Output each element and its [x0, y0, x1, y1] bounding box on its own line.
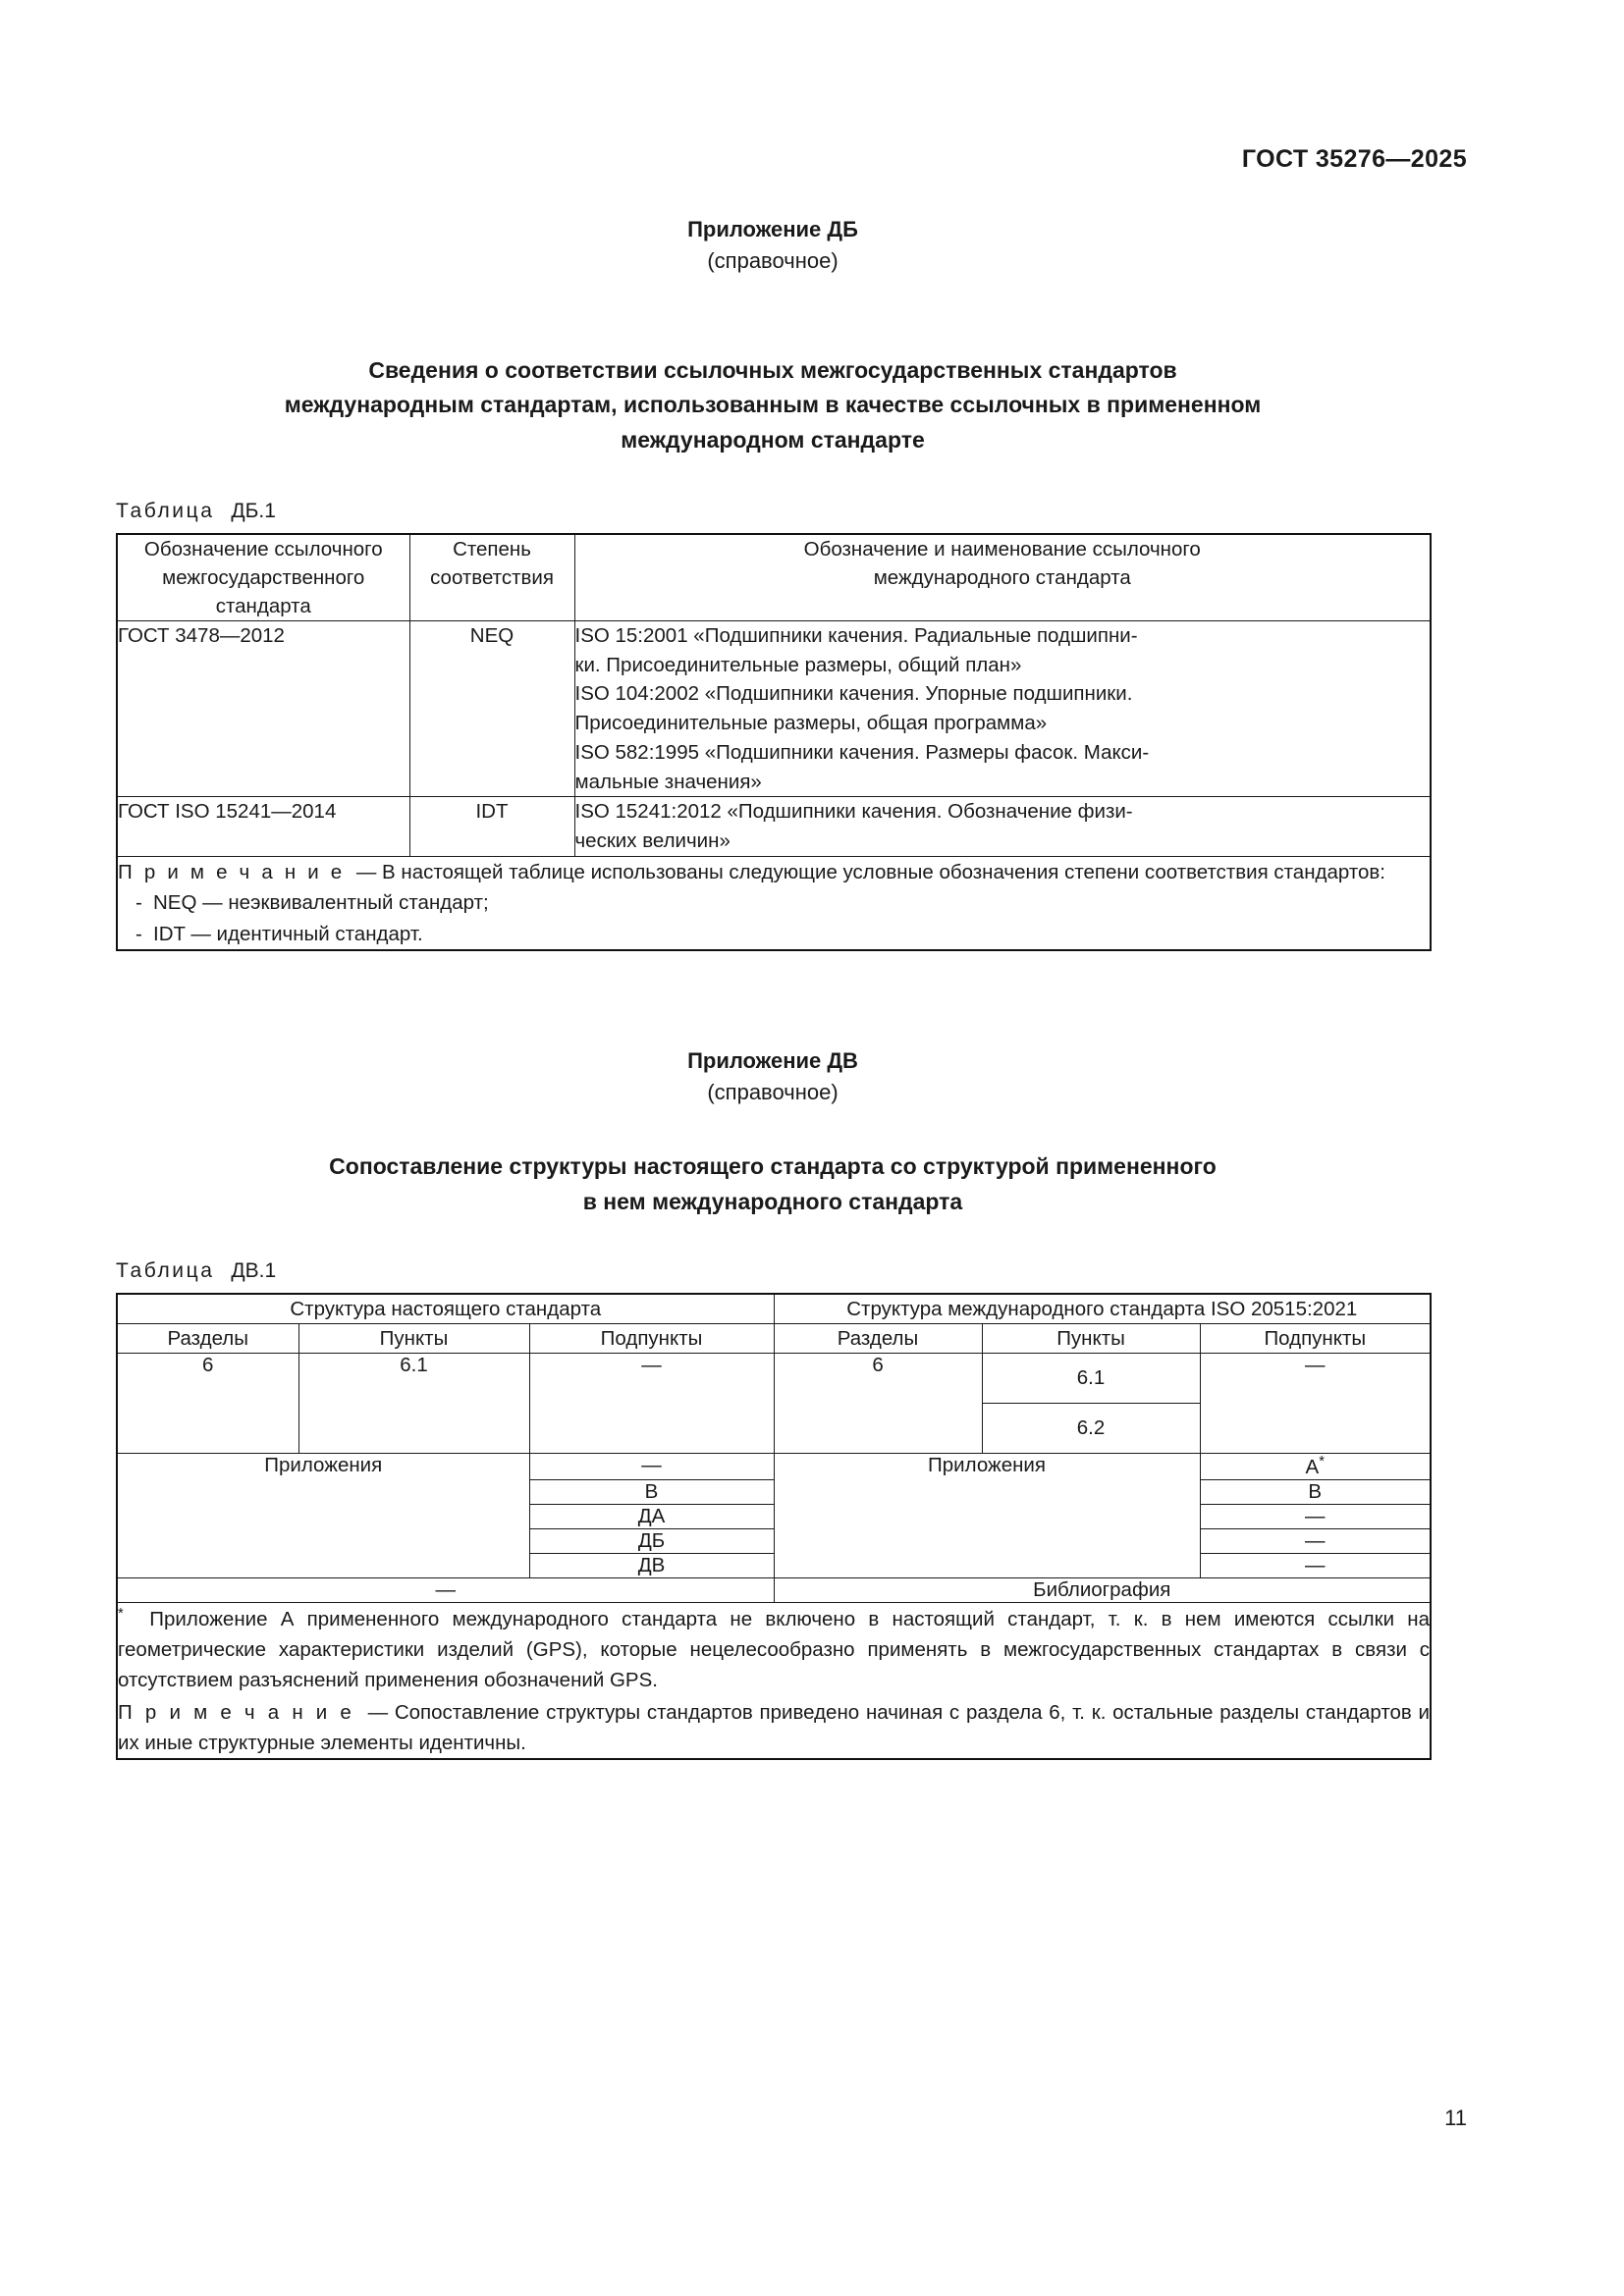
- intl-line: ки. Присоединительные размеры, общий план»: [574, 653, 1022, 676]
- table-row: [117, 1353, 1431, 1453]
- cell-left-appendix-subclause: В: [529, 1479, 774, 1504]
- nested-clause-table: [983, 1354, 1200, 1453]
- appendix-dv-title-line-2: в нем международного стандарта: [582, 1188, 963, 1214]
- table-db1-cell-ref-standard: ГОСТ ISO 15241—2014: [117, 797, 409, 856]
- page-content: [116, 214, 1430, 1760]
- table-db1-cell-international: [574, 797, 1431, 856]
- cell-left-appendix-subclause: —: [529, 1453, 774, 1479]
- table-dv1-group-header-international: Структура международного стандарта ISO 20515:2021: [774, 1294, 1431, 1324]
- note-paragraph: [118, 1697, 1430, 1758]
- note-list: [118, 887, 1430, 950]
- table-dv1-footnote-row: [117, 1602, 1431, 1759]
- cell-left-appendix-subclause: ДВ: [529, 1553, 774, 1577]
- table-db1-caption-word: Таблица: [116, 499, 215, 522]
- table-dv1: [116, 1293, 1432, 1761]
- header-line-2: международного стандарта: [873, 565, 1131, 589]
- appendix-dv-label: Приложение ДВ: [687, 1048, 858, 1074]
- note-heading: П р и м е ч а н и е: [118, 1700, 355, 1724]
- appendix-dv-title: [193, 1149, 1352, 1219]
- appendix-db-title-line-1: Сведения о соответствии ссылочных межгосударственных стандартов: [368, 356, 1177, 383]
- intl-line: ISO 15:2001 «Подшипники качения. Радиальные подшипни-: [574, 624, 1138, 648]
- table-db1-header-row: [117, 534, 1431, 621]
- header-line-2: межгосударственного стандарта: [162, 565, 365, 617]
- note-heading: П р и м е ч а н и е: [118, 860, 346, 883]
- table-dv1-header-clauses-right: Пункты: [982, 1323, 1200, 1353]
- appendix-db-title-line-3: международном стандарте: [621, 427, 925, 454]
- cell-left-section: 6: [117, 1353, 298, 1453]
- appendix-dv-kind: (справочное): [707, 1080, 839, 1105]
- cell-right-appendix-subclause: —: [1200, 1504, 1431, 1528]
- cell-right-appendix-subclause: —: [1200, 1528, 1431, 1553]
- table-db1-cell-degree: NEQ: [409, 621, 574, 797]
- footnote-marker: *: [1319, 1453, 1325, 1469]
- intl-line: Присоединительные размеры, общая программа»: [574, 712, 1048, 735]
- table-db1-note-row: [117, 856, 1431, 950]
- table-dv1-group-header-national: Структура настоящего стандарта: [117, 1294, 774, 1324]
- note-body: — Сопоставление структуры стандартов приведено начиная с раздела 6, т. к. остальные разделы стандартов и их иные структурные элементы идентичны.: [118, 1700, 1431, 1755]
- table-dv1-caption-number: ДВ.1: [231, 1258, 277, 1282]
- header-line-1: Обозначение и наименование ссылочного: [803, 537, 1201, 561]
- appendix-db-title-line-2: международным стандартам, использованным в качестве ссылочных в примененном: [284, 392, 1262, 418]
- table-dv1-header-clauses-left: Пункты: [298, 1323, 529, 1353]
- table-dv1-header-subclauses-right: Подпункты: [1200, 1323, 1431, 1353]
- footnote-marker: *: [118, 1605, 124, 1622]
- table-dv1-header-subclauses-left: Подпункты: [529, 1323, 774, 1353]
- cell-right-appendices-label: Приложения: [774, 1453, 1200, 1577]
- cell-left-subclause: —: [529, 1353, 774, 1453]
- header-line-2: соответствия: [430, 565, 554, 589]
- table-dv1-column-header-row: [117, 1323, 1431, 1353]
- cell-right-bibliography: Библиография: [774, 1577, 1431, 1602]
- table-db1-caption-number: ДБ.1: [231, 499, 276, 522]
- cell-left-bibliography: —: [117, 1577, 774, 1602]
- cell-left-appendix-subclause: ДБ: [529, 1528, 774, 1553]
- header-line-1: Обозначение ссылочного: [143, 537, 383, 561]
- table-db1-caption: [116, 500, 1430, 523]
- table-row: [117, 1577, 1431, 1602]
- table-dv1-group-header-row: [117, 1294, 1431, 1324]
- cell-right-clause-1: 6.1: [983, 1354, 1200, 1404]
- table-db1-cell-degree: IDT: [409, 797, 574, 856]
- intl-line: ISO 104:2002 «Подшипники качения. Упорные подшипники.: [574, 682, 1133, 706]
- list-item: - IDT — идентичный стандарт.: [118, 919, 1430, 950]
- table-dv1-footnote-and-note: [117, 1602, 1431, 1759]
- cell-right-subclause: —: [1200, 1353, 1431, 1453]
- table-dv1-caption-word: Таблица: [116, 1258, 215, 1282]
- footnote-text: Приложение А примененного международного стандарта не включено в настоящий стандарт, т. к. в нем имеются ссылки на геометрические характеристики изделий (GPS), которые нецелесообразно применять в межгосударственных стандартах в связи с отсутствием разъяснений применения обозначений GPS.: [118, 1607, 1431, 1691]
- table-db1: [116, 533, 1432, 952]
- intl-line: мальные значения»: [574, 770, 762, 793]
- table-db1-cell-international: [574, 621, 1431, 797]
- table-db1-cell-ref-standard: ГОСТ 3478—2012: [117, 621, 409, 797]
- table-row: [117, 621, 1431, 797]
- appendix-a-letter: А: [1305, 1455, 1320, 1478]
- table-dv1-header-sections-right: Разделы: [774, 1323, 982, 1353]
- table-db1-header-degree: [409, 534, 574, 621]
- note-body: — В настоящей таблице использованы следующие условные обозначения степени соответствия стандартов:: [355, 860, 1385, 883]
- appendix-db-kind: (справочное): [707, 247, 839, 273]
- cell-right-clause-2: 6.2: [1076, 1415, 1106, 1439]
- header-line-1: Степень: [453, 537, 531, 561]
- table-db1-header-ref-standard: [117, 534, 409, 621]
- cell-right-appendix-subclause: [1200, 1453, 1431, 1479]
- table-row: [117, 1453, 1431, 1479]
- cell-right-appendix-subclause: В: [1200, 1479, 1431, 1504]
- table-dv1-header-sections-left: Разделы: [117, 1323, 298, 1353]
- footnote-paragraph: [118, 1603, 1430, 1695]
- list-item: - NEQ — неэквивалентный стандарт;: [118, 887, 1430, 919]
- cell-left-appendices-label: Приложения: [117, 1453, 529, 1577]
- table-db1-note: [117, 856, 1431, 950]
- page-number: 11: [1444, 2106, 1467, 2130]
- appendix-db-label: Приложение ДБ: [687, 217, 858, 241]
- intl-line: ISO 582:1995 «Подшипники качения. Размеры фасок. Макси-: [574, 740, 1150, 764]
- appendix-dv-title-line-1: Сопоставление структуры настоящего стандарта со структурой примененного: [329, 1153, 1217, 1180]
- cell-left-appendix-subclause: ДА: [529, 1504, 774, 1528]
- note-paragraph: [118, 857, 1430, 887]
- table-db1-header-international: [574, 534, 1431, 621]
- appendix-db-title: [193, 353, 1352, 458]
- table-row: [117, 797, 1431, 856]
- cell-right-appendix-subclause: —: [1200, 1553, 1431, 1577]
- cell-right-clause-split: [982, 1353, 1200, 1453]
- table-dv1-caption: [116, 1259, 1430, 1283]
- intl-line: ISO 15241:2012 «Подшипники качения. Обозначение физи-: [574, 800, 1133, 824]
- cell-right-section: 6: [774, 1353, 982, 1453]
- cell-left-clause: 6.1: [298, 1353, 529, 1453]
- intl-line: ческих величин»: [574, 829, 731, 853]
- running-header-standard-number: ГОСТ 35276—2025: [1241, 145, 1467, 173]
